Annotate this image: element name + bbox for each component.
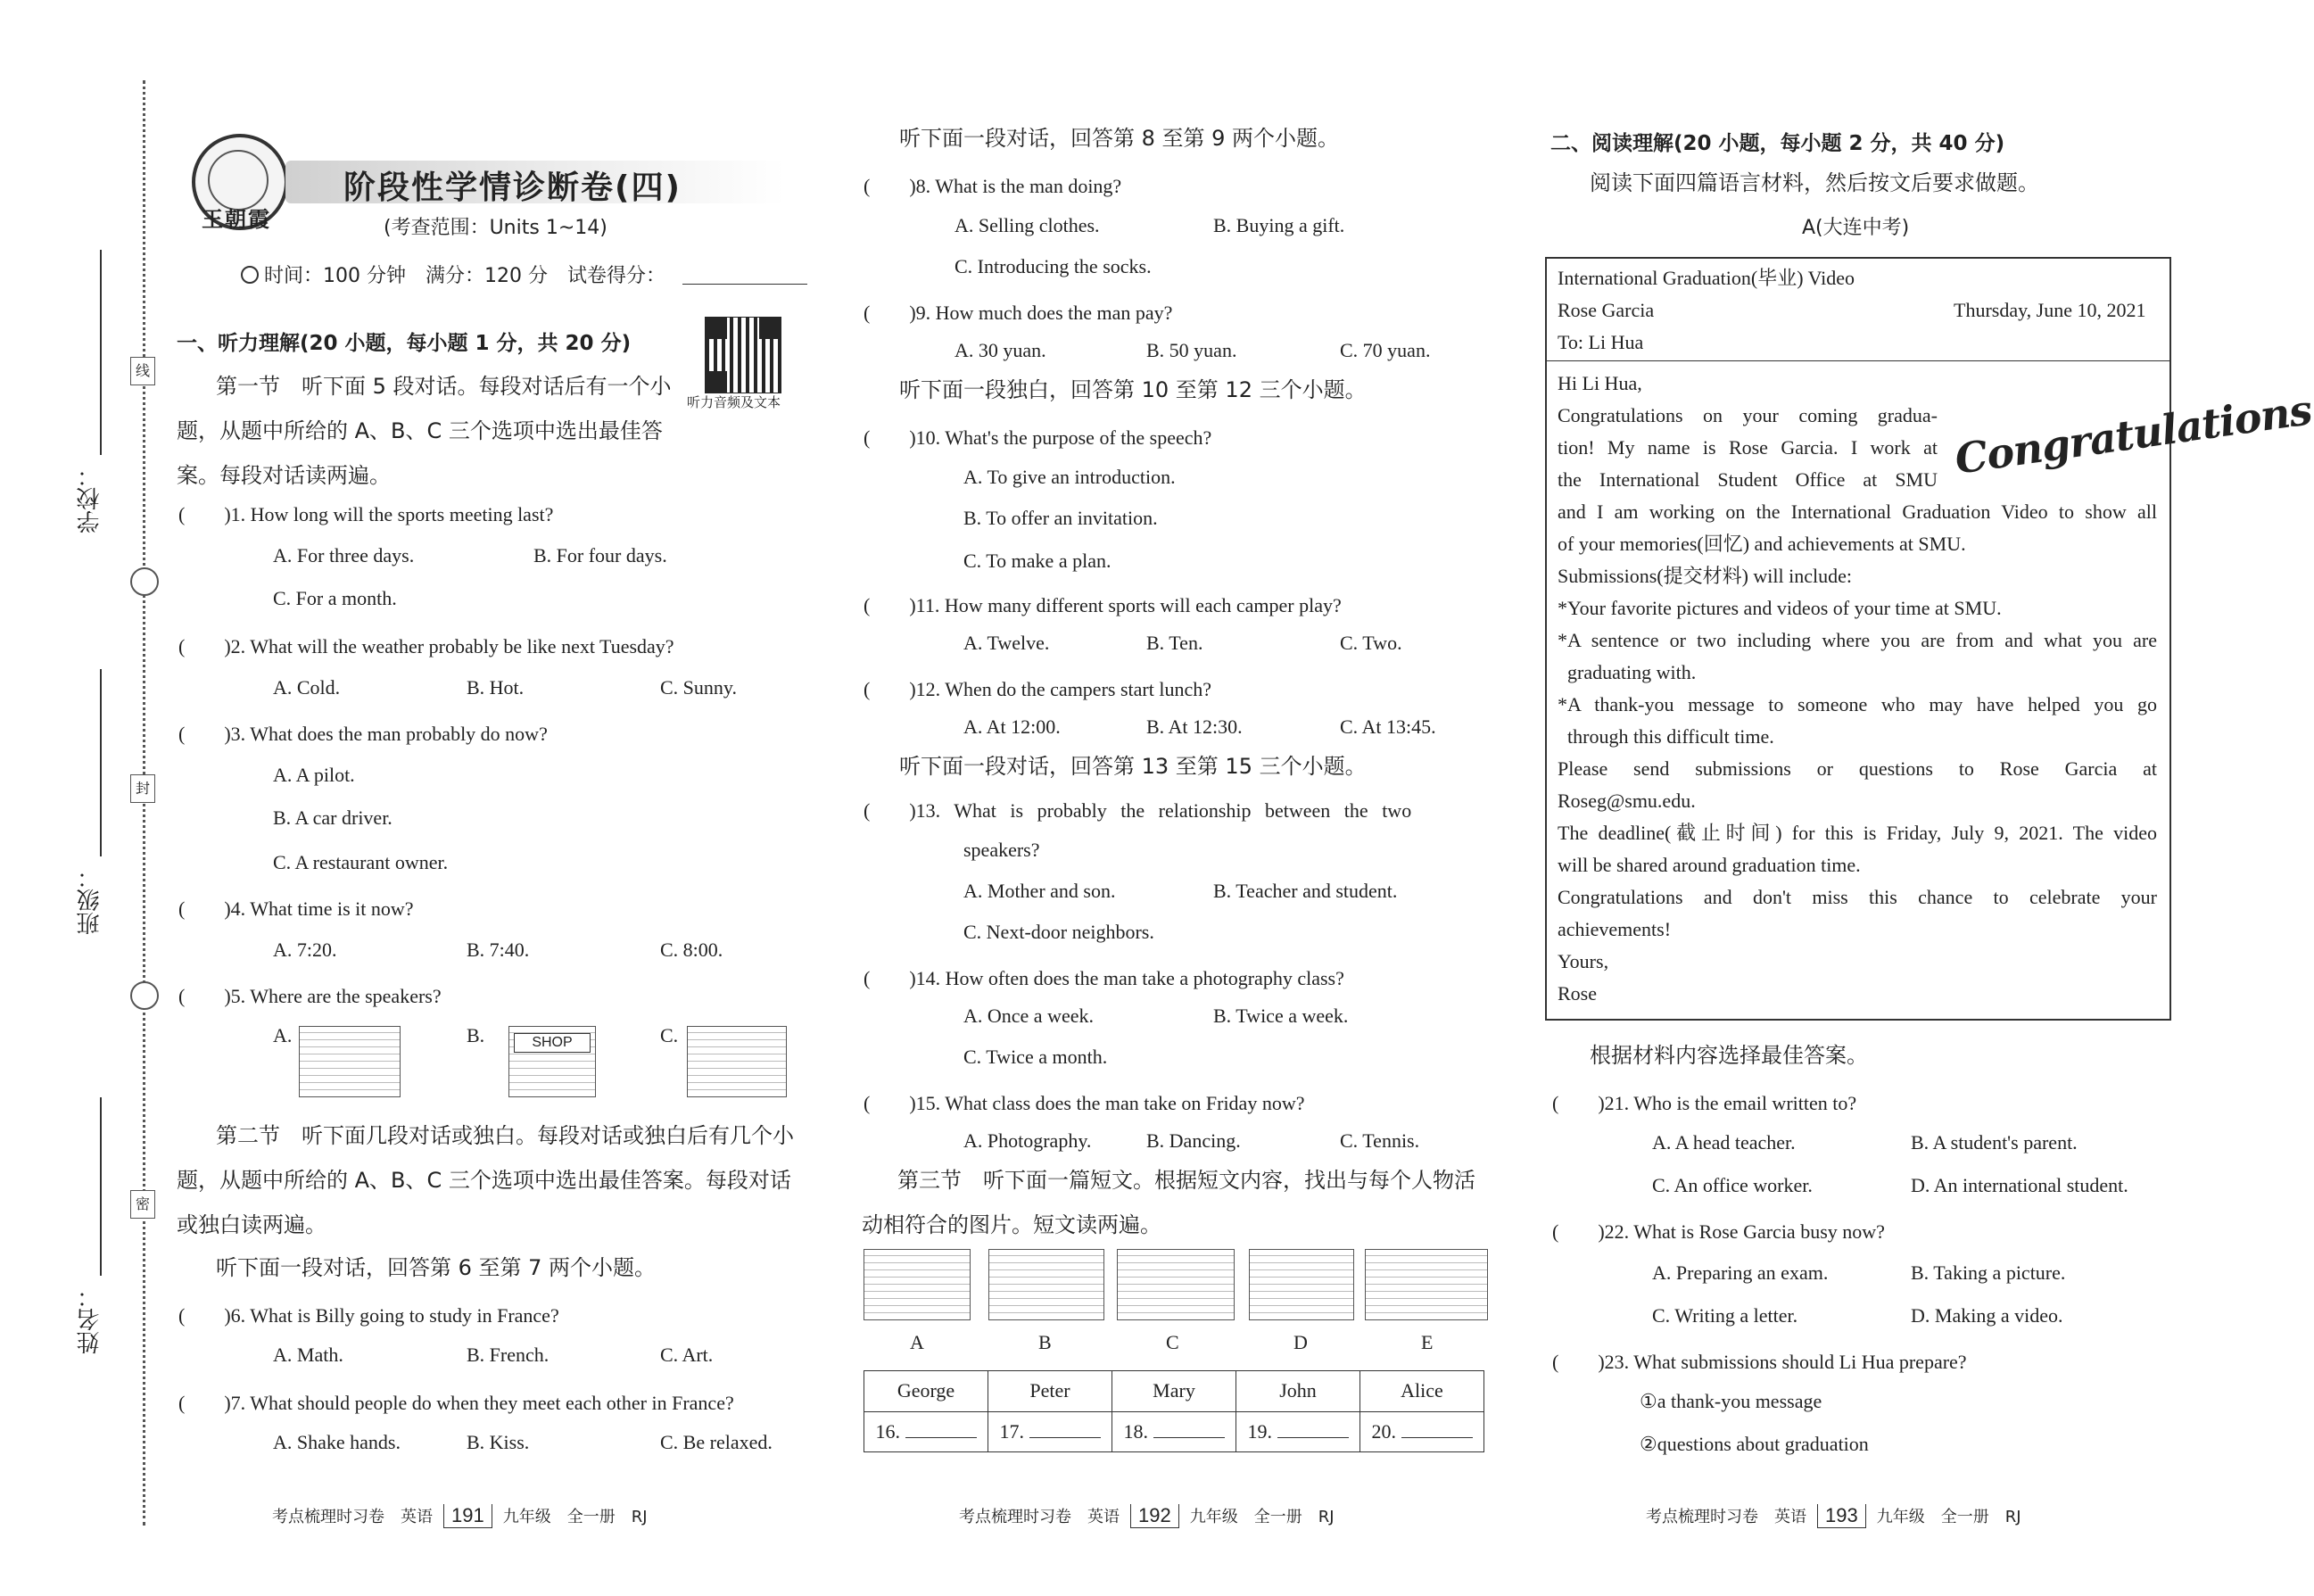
qr-code-icon[interactable] <box>705 317 781 393</box>
email-line: the International Student Office at SMU <box>1558 468 1938 491</box>
q14-option-c[interactable]: C. Twice a month. <box>963 1046 1108 1068</box>
q10-option-b[interactable]: B. To offer an invitation. <box>963 507 1158 529</box>
choose-intro: 根据材料内容选择最佳答案。 <box>1590 1043 1868 1068</box>
q4-option-b[interactable]: B. 7:40. <box>467 939 530 961</box>
bike-picture <box>1249 1249 1354 1320</box>
footer-grade: 九年级 全一册 RJ <box>1189 1508 1335 1526</box>
binding-mark-seal: 封 <box>130 774 155 803</box>
score-blank[interactable] <box>682 284 807 285</box>
q5-option-c[interactable]: C. <box>660 1024 679 1046</box>
question-8: ( )8. What is the man doing? <box>864 175 1122 197</box>
exam-title: 阶段性学情诊断卷(四) <box>343 170 682 206</box>
footer-grade: 九年级 全一册 RJ <box>1876 1508 2021 1526</box>
q15-option-c[interactable]: C. Tennis. <box>1340 1129 1420 1152</box>
email-line: and I am working on the International Graduation Video to show all <box>1558 500 2157 523</box>
question-13-cont: speakers? <box>963 839 1040 861</box>
passage-label: A(大连中考) <box>1802 217 1910 239</box>
q22-option-d[interactable]: D. Making a video. <box>1911 1304 2063 1327</box>
q7-option-b[interactable]: B. Kiss. <box>467 1431 530 1453</box>
q3-option-b[interactable]: B. A car driver. <box>273 806 393 829</box>
binding-hole-icon <box>130 567 159 596</box>
q11-option-a[interactable]: A. Twelve. <box>963 632 1050 654</box>
email-line: *A thank-you message to someone who may have helped you go <box>1558 693 2157 715</box>
q4-option-a[interactable]: A. 7:20. <box>273 939 337 961</box>
binding-mark-line: 线 <box>130 357 155 385</box>
email-line: tion! My name is Rose Garcia. I work at <box>1558 436 1938 459</box>
q21-option-a[interactable]: A. A head teacher. <box>1652 1131 1796 1154</box>
footer-book: 考点梳理时习卷 英语 <box>1646 1508 1806 1526</box>
q3-option-a[interactable]: A. A pilot. <box>273 764 355 786</box>
question-10: ( )10. What's the purpose of the speech? <box>864 426 1212 449</box>
question-11: ( )11. How many different sports will each camper play? <box>864 594 1342 616</box>
email-date: Thursday, June 10, 2021 <box>1954 299 2146 321</box>
q3-option-c[interactable]: C. A restaurant owner. <box>273 851 449 873</box>
answer-20[interactable]: 20. <box>1360 1411 1484 1452</box>
q6-option-b[interactable]: B. French. <box>467 1344 550 1366</box>
school-label: 学校： <box>77 464 103 533</box>
email-line: Please send submissions or questions to Rose Garcia at <box>1558 757 2157 780</box>
q2-option-b[interactable]: B. Hot. <box>467 676 525 699</box>
q22-option-c[interactable]: C. Writing a letter. <box>1652 1304 1798 1327</box>
email-line: through this difficult time. <box>1558 725 1774 748</box>
q4-option-c[interactable]: C. 8:00. <box>660 939 723 961</box>
question-5: ( )5. Where are the speakers? <box>178 985 442 1007</box>
q11-option-c[interactable]: C. Two. <box>1340 632 1402 654</box>
question-22: ( )22. What is Rose Garcia busy now? <box>1552 1220 1885 1243</box>
email-from: Rose Garcia <box>1558 299 1655 321</box>
section1-heading: 一、听力理解(20 小题，每小题 1 分，共 20 分) <box>177 332 632 355</box>
email-line: *A sentence or two including where you are from and what you are <box>1558 629 2157 651</box>
email-line: Congratulations and don't miss this chance to celebrate your <box>1558 886 2157 908</box>
answer-19[interactable]: 19. <box>1236 1411 1360 1452</box>
question-4: ( )4. What time is it now? <box>178 897 414 920</box>
page-footer-191 <box>272 1504 648 1528</box>
q9-option-a[interactable]: A. 30 yuan. <box>955 339 1046 361</box>
answer-16[interactable]: 16. <box>864 1411 988 1452</box>
name-label: 姓名： <box>77 1285 103 1354</box>
picture-label-e: E <box>1421 1331 1434 1353</box>
footer-book: 考点梳理时习卷 英语 <box>272 1508 433 1526</box>
page-number: 192 <box>1130 1504 1179 1528</box>
q14-option-b[interactable]: B. Twice a week. <box>1213 1005 1349 1027</box>
q14-option-a[interactable]: A. Once a week. <box>963 1005 1094 1027</box>
footer-book: 考点梳理时习卷 英语 <box>959 1508 1120 1526</box>
congratulations-sticker: Congratulations <box>1952 385 2314 484</box>
q22-option-b[interactable]: B. Taking a picture. <box>1911 1261 2066 1284</box>
question-12: ( )12. When do the campers start lunch? <box>864 678 1211 700</box>
q9-option-c[interactable]: C. 70 yuan. <box>1340 339 1431 361</box>
q1-option-b[interactable]: B. For four days. <box>533 544 667 566</box>
email-line: of your memories(回忆) and achievements at SMU. <box>1558 533 1966 555</box>
q13-option-a[interactable]: A. Mother and son. <box>963 880 1116 902</box>
q2-option-a[interactable]: A. Cold. <box>273 676 341 699</box>
section2-heading: 二、阅读理解(20 小题，每小题 2 分，共 40 分) <box>1550 132 2005 155</box>
class-blank[interactable] <box>100 669 102 856</box>
class-label: 班级： <box>77 865 103 935</box>
q9-option-b[interactable]: B. 50 yuan. <box>1146 339 1237 361</box>
email-line: Yours, <box>1558 950 1609 972</box>
email-line: The deadline(截止时间) for this is Friday, July 9, 2021. The video <box>1558 822 2157 844</box>
picture-label-d: D <box>1293 1331 1308 1353</box>
email-to: To: Li Hua <box>1558 331 1644 353</box>
q15-option-b[interactable]: B. Dancing. <box>1146 1129 1241 1152</box>
q15-option-a[interactable]: A. Photography. <box>963 1129 1092 1152</box>
question-13: ( )13. What is probably the relationship between the two <box>864 799 1412 822</box>
question-23: ( )23. What submissions should Li Hua prepare? <box>1552 1351 1967 1373</box>
q12-option-b[interactable]: B. At 12:30. <box>1146 715 1243 738</box>
plane-picture <box>988 1249 1104 1320</box>
email-line: Roseg@smu.edu. <box>1558 790 1696 812</box>
exam-meta-text: 时间：100 分钟 满分：120 分 试卷得分： <box>264 265 665 287</box>
part1-intro: 第一节 听下面 5 段对话。每段对话后有一个小题，从题中所给的 A、B、C 三个选项中选出最佳答案。每段对话读两遍。 <box>177 374 672 488</box>
name-george: George <box>864 1371 988 1412</box>
q8-option-b[interactable]: B. Buying a gift. <box>1213 214 1345 236</box>
train-picture <box>864 1249 971 1320</box>
name-alice: Alice <box>1360 1371 1484 1412</box>
q7-option-c[interactable]: C. Be relaxed. <box>660 1431 773 1453</box>
q8-option-c[interactable]: C. Introducing the socks. <box>955 255 1152 277</box>
school-blank[interactable] <box>100 250 102 455</box>
q2-option-c[interactable]: C. Sunny. <box>660 676 737 699</box>
q7-option-a[interactable]: A. Shake hands. <box>273 1431 401 1453</box>
table-row <box>864 1371 1484 1412</box>
q13-option-b[interactable]: B. Teacher and student. <box>1213 880 1398 902</box>
q22-option-a[interactable]: A. Preparing an exam. <box>1652 1261 1829 1284</box>
email-line: Rose <box>1558 982 1597 1005</box>
restaurant-picture <box>299 1026 401 1097</box>
monologue-10-12-intro: 听下面一段独白，回答第 10 至第 12 三个小题。 <box>899 377 1367 402</box>
picture-label-b: B <box>1038 1331 1052 1353</box>
part3-answer-table <box>864 1370 1484 1452</box>
car-picture <box>1365 1249 1488 1320</box>
question-6: ( )6. What is Billy going to study in France? <box>178 1304 559 1327</box>
answer-17[interactable]: 17. <box>988 1411 1112 1452</box>
q8-option-a[interactable]: A. Selling clothes. <box>955 214 1100 236</box>
q6-option-c[interactable]: C. Art. <box>660 1344 714 1366</box>
name-peter: Peter <box>988 1371 1112 1412</box>
q1-option-a[interactable]: A. For three days. <box>273 544 415 566</box>
email-line: Hi Li Hua, <box>1558 372 1642 394</box>
email-line: will be shared around graduation time. <box>1558 854 1861 876</box>
binding-dotted-line <box>143 80 145 1526</box>
question-9: ( )9. How much does the man pay? <box>864 302 1173 324</box>
question-3: ( )3. What does the man probably do now? <box>178 723 548 745</box>
name-mary: Mary <box>1112 1371 1236 1412</box>
email-divider <box>1545 360 2169 361</box>
q23-item-1: ①a thank-you message <box>1640 1390 1822 1412</box>
ship-picture <box>1117 1249 1235 1320</box>
email-line: Submissions(提交材料) will include: <box>1558 565 1853 587</box>
q1-option-c[interactable]: C. For a month. <box>273 587 397 609</box>
q10-option-a[interactable]: A. To give an introduction. <box>963 466 1176 488</box>
email-line: achievements! <box>1558 918 1672 940</box>
shop-sign: SHOP <box>514 1033 591 1053</box>
question-15: ( )15. What class does the man take on Friday now? <box>864 1092 1305 1114</box>
logo-text: 王朝霞 <box>202 207 271 232</box>
house-picture <box>687 1026 787 1097</box>
picture-label-a: A <box>910 1331 924 1353</box>
name-john: John <box>1236 1371 1360 1412</box>
answer-18[interactable]: 18. <box>1112 1411 1236 1452</box>
dialog-8-9-intro: 听下面一段对话，回答第 8 至第 9 两个小题。 <box>899 126 1340 151</box>
q6-option-a[interactable]: A. Math. <box>273 1344 343 1366</box>
q11-option-b[interactable]: B. Ten. <box>1146 632 1203 654</box>
question-21: ( )21. Who is the email written to? <box>1552 1092 1857 1114</box>
exam-scope: (考查范围：Units 1~14) <box>384 217 607 239</box>
binding-mark-secret: 密 <box>130 1190 155 1219</box>
footer-grade: 九年级 全一册 RJ <box>502 1508 648 1526</box>
q21-option-c[interactable]: C. An office worker. <box>1652 1174 1813 1196</box>
q5-option-a[interactable]: A. <box>273 1024 293 1046</box>
q21-option-b[interactable]: B. A student's parent. <box>1911 1131 2078 1154</box>
email-subject: International Graduation(毕业) Video <box>1558 267 1855 289</box>
q10-option-c[interactable]: C. To make a plan. <box>963 550 1112 572</box>
picture-label-c: C <box>1166 1331 1179 1353</box>
binding-hole-icon <box>130 981 159 1010</box>
dialog-6-7-intro: 听下面一段对话，回答第 6 至第 7 两个小题。 <box>216 1255 657 1280</box>
q13-option-c[interactable]: C. Next-door neighbors. <box>963 921 1154 943</box>
name-blank[interactable] <box>100 1097 102 1276</box>
part2-intro: 第二节 听下面几段对话或独白。每段对话或独白后有几个小题，从题中所给的 A、B、C 三个选项中选出最佳答案。每段对话或独白读两遍。 <box>177 1123 794 1237</box>
email-line: *Your favorite pictures and videos of your time at SMU. <box>1558 597 2002 619</box>
q23-item-2: ②questions about graduation <box>1640 1433 1869 1455</box>
page-number: 191 <box>443 1504 492 1528</box>
question-7: ( )7. What should people do when they meet each other in France? <box>178 1392 734 1414</box>
q5-option-b[interactable]: B. <box>467 1024 485 1046</box>
page-footer-193 <box>1646 1504 2021 1528</box>
question-2: ( )2. What will the weather probably be like next Tuesday? <box>178 635 674 657</box>
page-footer-192 <box>959 1504 1335 1528</box>
q12-option-a[interactable]: A. At 12:00. <box>963 715 1061 738</box>
dialog-13-15-intro: 听下面一段对话，回答第 13 至第 15 三个小题。 <box>899 754 1367 779</box>
qr-caption: 听力音频及文本 <box>687 394 781 410</box>
q12-option-c[interactable]: C. At 13:45. <box>1340 715 1436 738</box>
clock-icon <box>241 266 259 284</box>
email-line: graduating with. <box>1558 661 1697 683</box>
question-1: ( )1. How long will the sports meeting last? <box>178 503 554 525</box>
exam-meta <box>241 260 665 288</box>
table-row <box>864 1411 1484 1452</box>
q21-option-d[interactable]: D. An international student. <box>1911 1174 2128 1196</box>
section2-intro: 阅读下面四篇语言材料，然后按文后要求做题。 <box>1590 170 2039 195</box>
page-number: 193 <box>1817 1504 1866 1528</box>
part3-intro: 第三节 听下面一篇短文。根据短文内容，找出与每个人物活动相符合的图片。短文读两遍。 <box>862 1168 1475 1237</box>
email-line: Congratulations on your coming gradua- <box>1558 404 1938 426</box>
question-14: ( )14. How often does the man take a photography class? <box>864 967 1344 989</box>
